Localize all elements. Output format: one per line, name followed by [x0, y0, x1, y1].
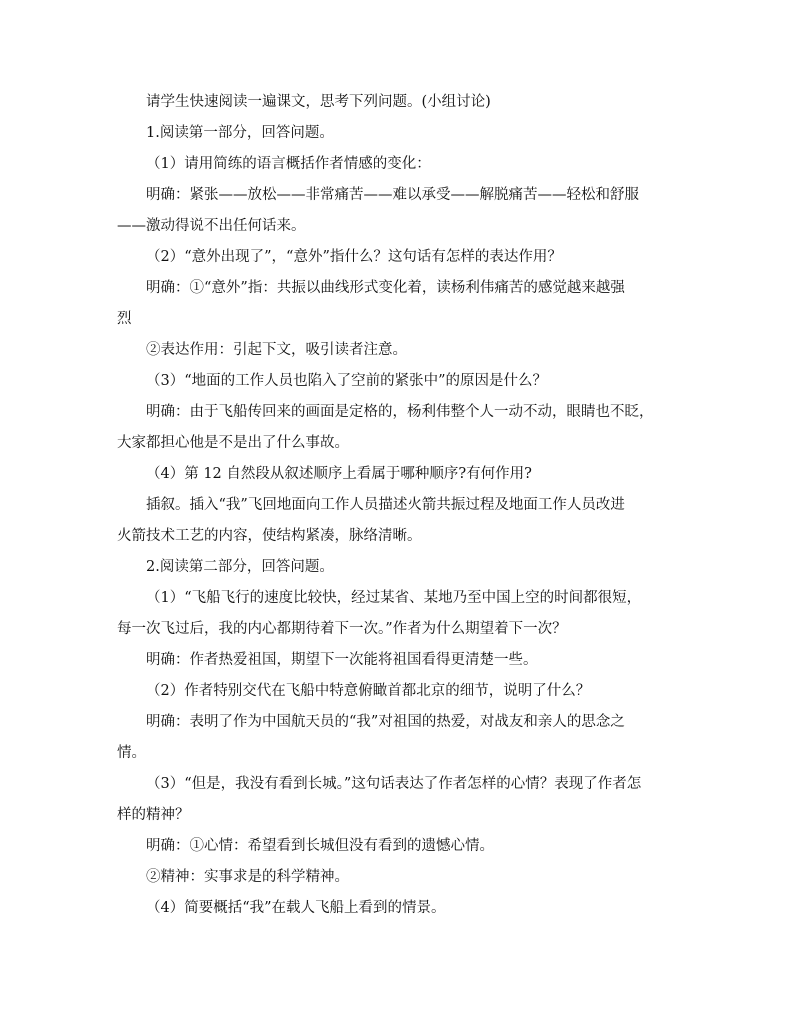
document-body [117, 92, 656, 929]
text-line: 明确：①心情：希望看到长城但没有看到的遗憾心情。 [146, 838, 494, 854]
text-line: 2.阅读第二部分，回答问题。 [146, 559, 334, 575]
text-line: 请学生快速阅读一遍课文，思考下列问题。(小组讨论) [146, 94, 491, 110]
text-line: 插叙。插入“我”飞回地面向工作人员描述火箭共振过程及地面工作人员改进 [146, 497, 625, 513]
text-line: 明确：紧张——放松——非常痛苦——难以承受——解脱痛苦——轻松和舒服 [146, 187, 639, 203]
text-line: 明确：作者热爱祖国，期望下一次能将祖国看得更清楚一些。 [146, 652, 538, 668]
text-line: 明确：由于飞船传回来的画面是定格的，杨利伟整个人一动不动，眼睛也不眨， [146, 404, 654, 420]
text-line: 1.阅读第一部分，回答问题。 [146, 125, 334, 141]
text-line: 烈 [117, 311, 132, 327]
text-line: 大家都担心他是不是出了什么事故。 [117, 435, 349, 451]
text-line: 情。 [117, 745, 146, 761]
text-line: 明确：①“意外”指：共振以曲线形式变化着，读杨利伟痛苦的感觉越来越强 [146, 280, 625, 296]
text-line: 每一次飞过后，我的内心都期待着下一次。”作者为什么期望着下一次？ [117, 621, 567, 637]
text-line: （1）“飞船飞行的速度比较快，经过某省、某地乃至中国上空的时间都很短， [146, 590, 642, 606]
text-line: （2）“意外出现了”，“意外”指什么？这句话有怎样的表达作用？ [146, 249, 562, 265]
text-line: （2）作者特别交代在飞船中特意俯瞰首都北京的细节，说明了什么？ [146, 683, 591, 699]
text-line: ——激动得说不出任何话来。 [117, 218, 306, 234]
text-line: 明确：表明了作为中国航天员的“我”对祖国的热爱，对战友和亲人的思念之 [146, 714, 625, 730]
text-line: 火箭技术工艺的内容，使结构紧凑，脉络清晰。 [117, 528, 422, 544]
text-line: （4）第 12 自然段从叙述顺序上看属于哪种顺序?有何作用? [146, 466, 532, 482]
text-line: （3）“但是，我没有看到长城。”这句话表达了作者怎样的心情？表现了作者怎 [146, 776, 642, 792]
text-line: （4）简要概括“我”在载人飞船上看到的情景。 [146, 900, 446, 916]
text-line: 样的精神？ [117, 807, 190, 823]
text-line: （1）请用简练的语言概括作者情感的变化： [146, 156, 431, 172]
text-line: （3）“地面的工作人员也陷入了空前的紧张中”的原因是什么？ [146, 373, 548, 389]
text-line: ②精神：实事求是的科学精神。 [146, 869, 349, 885]
text-line: ②表达作用：引起下文，吸引读者注意。 [146, 342, 407, 358]
